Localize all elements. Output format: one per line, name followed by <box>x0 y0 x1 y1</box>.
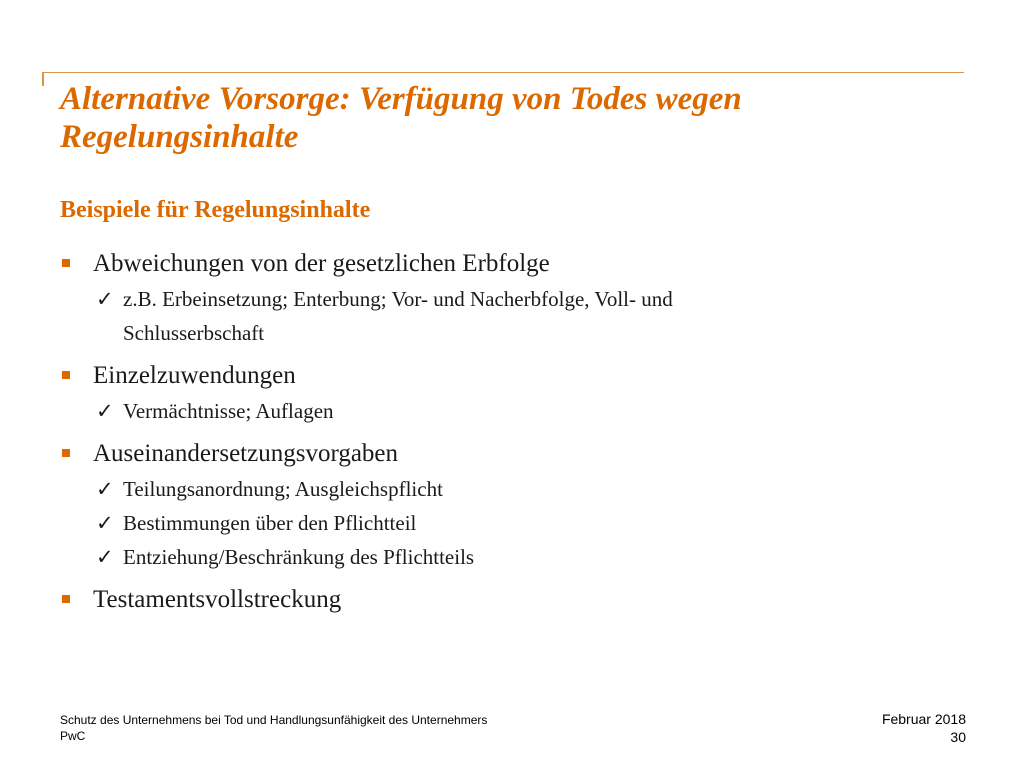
top-rule <box>42 72 964 73</box>
sub-list-item <box>60 540 960 574</box>
checkmark-icon: ✓ <box>96 477 114 501</box>
square-bullet-icon <box>62 371 70 379</box>
square-bullet-icon <box>62 259 70 267</box>
list-item-text: Testamentsvollstreckung <box>93 586 342 613</box>
sub-list-item-text-continued: Schlusserbschaft <box>123 321 265 345</box>
sub-list-item-text: z.B. Erbeinsetzung; Enterbung; Vor- und Nacherbfolge, Voll- und <box>123 287 673 311</box>
sub-list-item <box>60 472 960 506</box>
list-item-text: Auseinandersetzungsvorgaben <box>93 440 399 467</box>
checkmark-icon: ✓ <box>96 399 114 423</box>
corner-tick <box>42 72 44 86</box>
square-bullet-icon <box>62 449 70 457</box>
list-item <box>60 436 960 472</box>
checkmark-icon: ✓ <box>96 511 114 535</box>
sub-list-item-text: Bestimmungen über den Pflichtteil <box>123 511 417 535</box>
sub-list-item-text: Entziehung/Beschränkung des Pflichtteils <box>123 545 475 569</box>
list-item <box>60 582 960 618</box>
list-item <box>60 358 960 394</box>
footer-date: Februar 2018 <box>881 711 966 727</box>
title-line-1: Alternative Vorsorge: Verfügung von Todes wegen <box>60 81 742 117</box>
list-item-text: Einzelzuwendungen <box>93 362 296 389</box>
sub-list-item-text: Teilungsanordnung; Ausgleichspflicht <box>123 477 443 501</box>
square-bullet-icon <box>62 595 70 603</box>
list-item <box>60 246 960 282</box>
footer-company: PwC <box>60 729 86 743</box>
page-number: 30 <box>950 729 966 745</box>
footer-right <box>882 710 966 746</box>
title-line-2: Regelungsinhalte <box>60 119 299 155</box>
footer-left <box>60 712 487 744</box>
checkmark-icon: ✓ <box>96 287 114 311</box>
sub-list-item <box>60 282 960 350</box>
sub-list-item-text: Vermächtnisse; Auflagen <box>123 399 334 423</box>
sub-list-item <box>60 394 960 428</box>
footer-presentation-title: Schutz des Unternehmens bei Tod und Handlungsunfähigkeit des Unternehmers <box>60 713 488 727</box>
slide-title <box>60 80 960 156</box>
bullet-list <box>60 246 960 618</box>
slide-subtitle: Beispiele für Regelungsinhalte <box>60 197 371 223</box>
list-item-text: Abweichungen von der gesetzlichen Erbfolge <box>93 250 550 277</box>
sub-list-item <box>60 506 960 540</box>
checkmark-icon: ✓ <box>96 545 114 569</box>
